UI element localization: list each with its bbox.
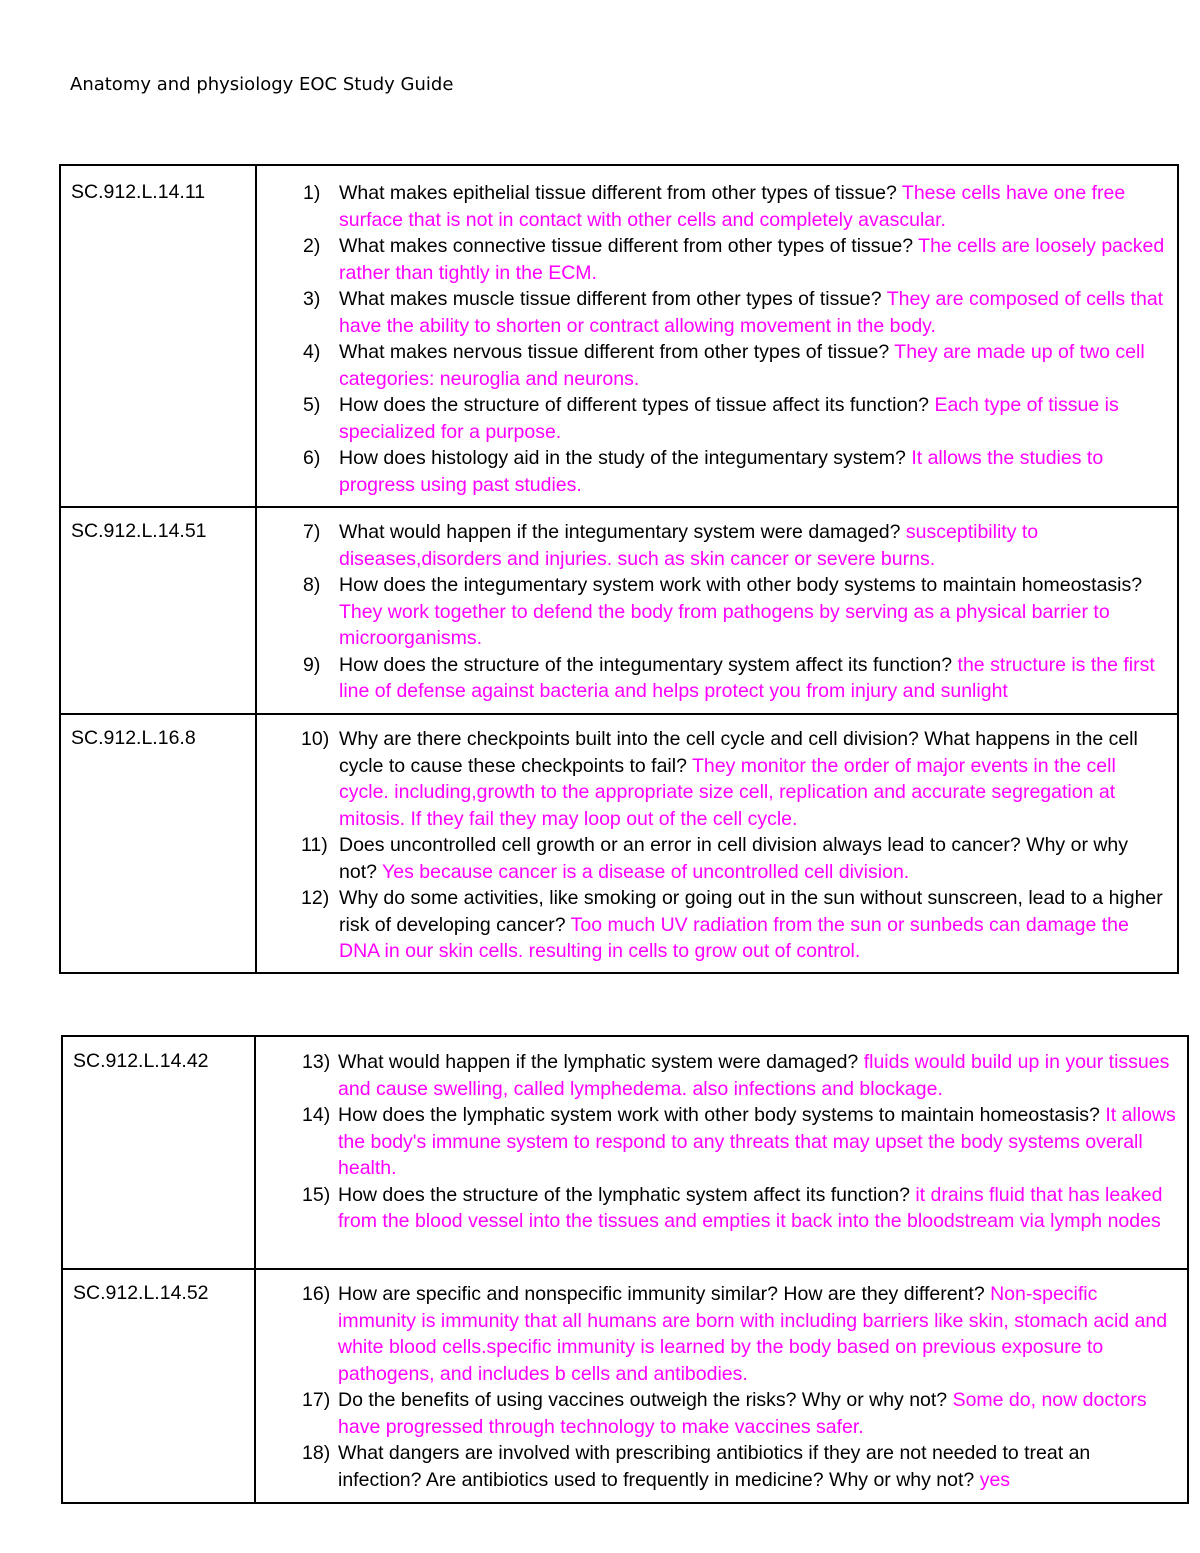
question-number: 13) [302,1051,331,1073]
question-text: How does the structure of the lymphatic system affect its function? [338,1183,916,1206]
answer-text: the structure is the first line of defense against bacteria and helps protect you from injury and sunlight [339,653,1155,702]
questions-cell [255,1269,1188,1503]
question-item [256,1049,1179,1102]
answer-text: It allows the studies to progress using past studies. [339,447,1104,496]
question-number: 8) [303,574,321,596]
question-text: What makes nervous tissue different from other types of tissue? [339,341,895,363]
answer-text: These cells have one free surface that is not in contact with other cells and completely avascular. [339,182,1126,231]
question-list [257,715,1177,965]
answer-text: They are composed of cells that have the ability to shorten or contract allowing movement in the body. [339,288,1164,337]
question-text: What makes epithelial tissue different from other types of tissue? [339,182,902,204]
document-title: Anatomy and physiology EOC Study Guide [70,74,454,95]
standard-code-cell [60,714,256,973]
answer-text: susceptibility to diseases,disorders and injuries. such as skin cancer or severe burns. [339,521,1039,570]
question-number: 15) [302,1183,331,1206]
question-number: 7) [303,521,321,543]
questions-cell [256,507,1178,714]
question-text: How are specific and nonspecific immunity similar? How are they different? [338,1283,991,1305]
question-text: How does histology aid in the study of the integumentary system? [339,447,912,469]
answer-text: It allows the body's immune system to respond to any threats that may upset the body systems overall health. [338,1104,1176,1179]
question-item [257,832,1169,885]
questions-cell [256,165,1178,507]
question-item [256,1387,1179,1440]
question-number: 5) [303,394,321,416]
question-item [257,392,1169,445]
question-text: How does the lymphatic system work with other body systems to maintain homeostasis? [338,1104,1106,1126]
question-item [257,726,1169,832]
table-row [62,1036,1188,1269]
question-number: 9) [303,653,321,676]
question-number: 1) [303,182,321,204]
answer-text: fluids would build up in your tissues and cause swelling, called lymphedema. also infections and blockage. [338,1051,1170,1100]
question-list [256,1037,1187,1235]
question-item [257,445,1169,498]
question-number: 11) [301,834,328,856]
question-text: What makes connective tissue different from other types of tissue? [339,235,919,257]
table-row [60,714,1178,973]
question-text: What dangers are involved with prescribing antibiotics if they are not needed to treat an infection? Are antibiotics used to frequently in medicine? Why or why not? [338,1442,1091,1491]
question-text: Do the benefits of using vaccines outweigh the risks? Why or why not? [338,1389,953,1411]
standard-code: SC.912.L.14.42 [73,1050,209,1072]
standards-table-2 [61,1035,1189,1504]
question-list [256,1270,1187,1493]
question-text: What would happen if the integumentary system were damaged? [339,521,906,543]
question-item [256,1440,1179,1493]
question-text: Why do some activities, like smoking or going out in the sun without sunscreen, lead to a higher risk of developing cancer? [339,887,1163,936]
standard-code: SC.912.L.16.8 [71,727,196,749]
question-text: What makes muscle tissue different from other types of tissue? [339,288,887,310]
question-text: How does the integumentary system work with other body systems to maintain homeostasis? [339,574,1143,596]
standard-code-cell [62,1036,255,1269]
standard-code: SC.912.L.14.51 [71,520,207,542]
question-list [257,508,1177,705]
question-text: What would happen if the lymphatic system were damaged? [338,1051,864,1073]
question-list [257,166,1177,498]
question-item [256,1182,1179,1235]
question-item [257,286,1169,339]
question-text: How does the structure of the integumentary system affect its function? [339,653,958,676]
standard-code: SC.912.L.14.11 [71,181,206,203]
question-text: Why are there checkpoints built into the cell cycle and cell division? What happens in the cell cycle to cause these checkpoints to fail? [339,728,1138,777]
question-text: How does the structure of different types of tissue affect its function? [339,394,935,416]
standard-code-cell [60,165,256,507]
answer-text: They are made up of two cell categories: neuroglia and neurons. [339,341,1145,390]
question-number: 10) [301,728,330,750]
question-number: 6) [303,447,321,469]
question-item [257,233,1169,286]
question-number: 14) [302,1104,331,1126]
standard-code: SC.912.L.14.52 [73,1282,209,1304]
answer-text: The cells are loosely packed rather than tightly in the ECM. [339,235,1165,284]
question-item [257,572,1169,652]
question-number: 17) [302,1389,331,1411]
question-text: Does uncontrolled cell growth or an error in cell division always lead to cancer? Why or why not? [339,834,1129,883]
answer-text: Non-specific immunity is immunity that all humans are born with including barriers like skin, stomach acid and white blood cells.specific immunity is learned by the body based on previous exposure to pathogens, and includes b cells and antibodies. [338,1283,1168,1385]
question-number: 18) [302,1442,331,1464]
answer-text: Some do, now doctors have progressed through technology to make vaccines safer. [338,1389,1147,1438]
questions-cell [255,1036,1188,1269]
table-row [60,165,1178,507]
answer-text: They work together to defend the body from pathogens by serving as a physical barrier to microorganisms. [339,600,1110,649]
standard-code-cell [62,1269,255,1503]
standard-code-cell [60,507,256,714]
questions-cell [256,714,1178,973]
question-number: 2) [303,235,321,257]
answer-text: Each type of tissue is specialized for a purpose. [339,394,1119,443]
table-row [60,507,1178,714]
question-number: 3) [303,288,321,310]
answer-text: Too much UV radiation from the sun or sunbeds can damage the DNA in our skin cells. resulting in cells to grow out of control. [339,913,1129,962]
answer-text: They monitor the order of major events in the cell cycle. including,growth to the appropriate size cell, replication and accurate segregation at mitosis. If they fail they may loop out of the cell cycle. [339,754,1116,830]
answer-text: yes [979,1468,1011,1491]
question-item [257,885,1169,965]
answer-text: it drains fluid that has leaked from the blood vessel into the tissues and empties it back into the bloodstream via lymph nodes [338,1183,1163,1232]
standards-table-1 [59,164,1179,974]
question-item [257,180,1169,233]
question-item [256,1102,1179,1182]
question-number: 12) [301,887,330,909]
answer-text: Yes because cancer is a disease of uncontrolled cell division. [382,860,910,883]
question-number: 16) [302,1283,331,1305]
question-number: 4) [303,341,321,363]
question-item [257,652,1169,705]
question-item [257,339,1169,392]
question-item [257,519,1169,572]
table-row [62,1269,1188,1503]
question-item [256,1281,1179,1387]
